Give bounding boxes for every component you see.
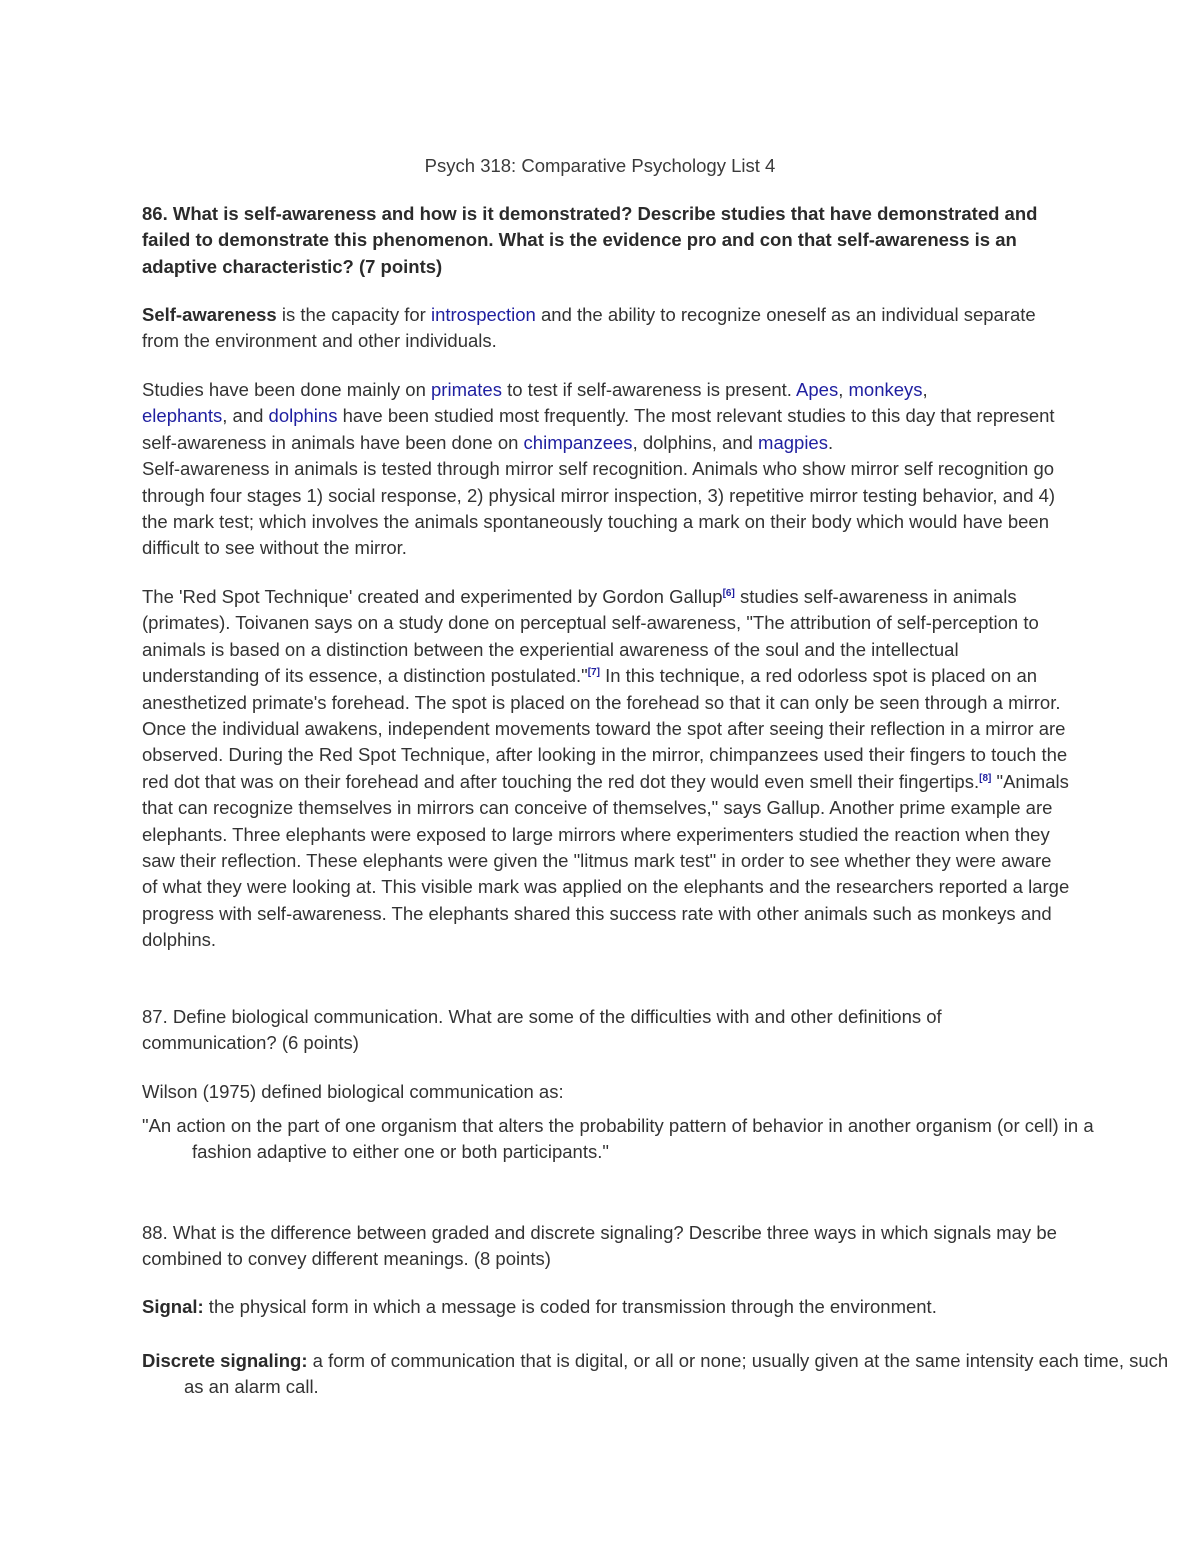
question-86: 86. What is self-awareness and how is it demonstrated? Describe studies that have demonstrated and failed to demonstrate this phenomenon. What is the evidence pro and con that self-awareness is an adaptive characteristic? (7 points) — [142, 203, 1038, 277]
studies-paragraph: Studies have been done mainly on primates to test if self-awareness is present. Apes, monkeys, elephants, and dolphins have been studied most frequently. The most relevant studies to this day that represent self-awareness in animals have been done on chimpanzees, dolphins, and magpies. Self-awareness in animals is tested through mirror self recognition. Animals who show mirror self recognition go through four stages 1) social response, 2) physical mirror inspection, 3) repetitive mirror testing behavior, and 4) the mark test; which involves the animals spontaneously touching a mark on their body which would have been difficult to see without the mirror. — [142, 379, 1056, 559]
term-self-awareness: Self-awareness — [142, 304, 277, 325]
link-chimpanzees[interactable]: chimpanzees — [523, 431, 633, 453]
wilson-quote: "An action on the part of one organism that alters the probability pattern of behavior in another organism (or cell) in a fashion adaptive to either one or both participants." — [142, 1115, 1094, 1163]
question-87: 87. Define biological communication. What are some of the difficulties with and other definitions of communication? (6 points) — [142, 1006, 942, 1054]
citation-7[interactable]: [7] — [587, 667, 600, 679]
term-discrete-signaling: Discrete signaling: — [142, 1350, 308, 1371]
link-dolphins[interactable]: dolphins — [268, 405, 338, 427]
citation-8[interactable]: [8] — [979, 772, 992, 784]
red-spot-paragraph: The 'Red Spot Technique' created and experimented by Gordon Gallup[6] studies self-awareness in animals (primates). Toivanen says on a study done on perceptual self-awareness, "The attribution of self-perception to animals is based on a distinction between the experiential awareness of the soul and the intellectual understanding of its essence, a distinction postulated."[7] In this technique, a red odorless spot is placed on an anesthetized primate's forehead. The spot is placed on the forehead so that it can only be seen through a mirror. Once the individual awakens, independent movements toward the spot after seeing their reflection in a mirror are observed. During the Red Spot Technique, after looking in the mirror, chimpanzees used their fingers to touch the red dot that was on their forehead and after touching the red dot they would even smell their fingertips.[8] "Animals that can recognize themselves in mirrors can conceive of themselves," says Gallup. Another prime example are elephants. Three elephants were exposed to large mirrors where experimenters studied the reaction when they saw their reflection. These elephants were given the "litmus mark test" in order to see whether they were aware of what they were looking at. This visible mark was applied on the elephants and the researchers reported a large progress with self-awareness. The elephants shared this success rate with other animals such as monkeys and dolphins. — [142, 586, 1070, 951]
self-awareness-definition: Self-awareness is the capacity for introspection and the ability to recognize oneself as an individual separate from the environment and other individuals. — [142, 304, 1036, 352]
link-primates[interactable]: primates — [431, 379, 502, 400]
link-apes[interactable]: Apes — [796, 379, 839, 400]
signal-definition: Signal: the physical form in which a message is coded for transmission through the environment. — [142, 1296, 937, 1317]
link-monkeys[interactable]: monkeys — [848, 379, 923, 400]
page-title: Psych 318: Comparative Psychology List 4 — [424, 155, 776, 176]
wilson-intro: Wilson (1975) defined biological communication as: — [142, 1081, 564, 1102]
term-signal: Signal: — [142, 1296, 204, 1317]
link-introspection[interactable]: introspection — [430, 304, 536, 325]
citation-6[interactable]: [6] — [722, 588, 735, 599]
question-88: 88. What is the difference between graded and discrete signaling? Describe three ways in which signals may be combined to convey different meanings. (8 points) — [142, 1222, 1057, 1270]
discrete-signaling-definition: Discrete signaling: a form of communication that is digital, or all or none; usually given at the same intensity each time, such as an alarm call. — [142, 1350, 1169, 1398]
link-magpies[interactable]: magpies — [758, 431, 828, 453]
link-elephants[interactable]: elephants — [142, 405, 223, 427]
